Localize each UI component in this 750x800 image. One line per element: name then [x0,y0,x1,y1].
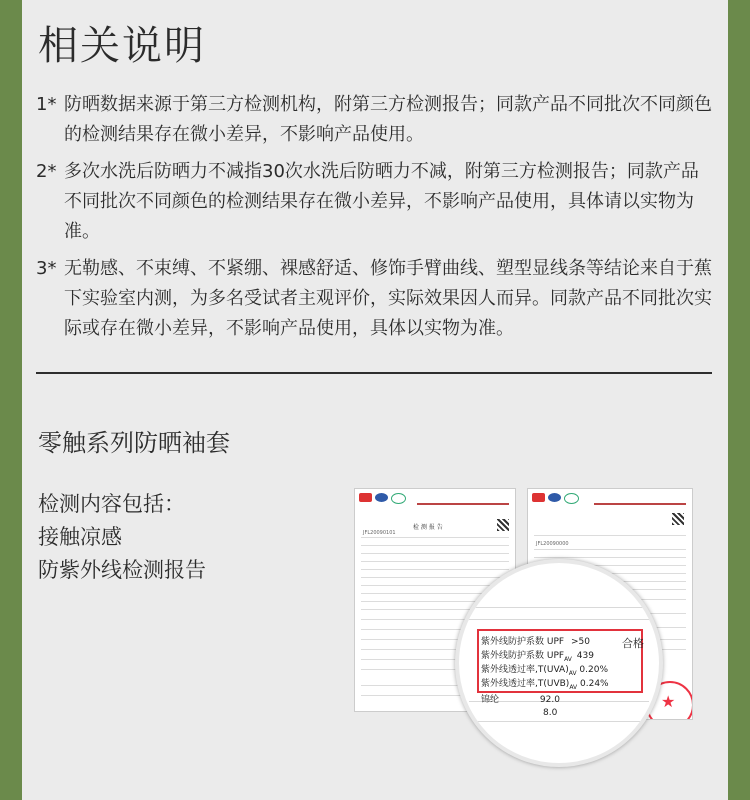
product-series-title: 零触系列防晒袖套 [38,429,230,457]
page-title: 相关说明 [38,23,206,69]
row-value: 0.24% [580,679,609,689]
note-number: 2* [36,161,57,182]
row-label: 紫外线透过率,T(UVB) [481,679,570,689]
star-icon: ★ [661,692,676,711]
row-value: 92.0 [539,695,560,705]
row-subscript: AV [564,655,572,663]
note-item [36,90,716,150]
section-divider [36,372,712,374]
report-serial: JFL20090000 [536,541,569,547]
magnifier-lens [455,559,663,767]
upf-av-row [481,648,594,663]
row-subscript: AV [568,669,577,677]
row-label: 紫外线防护系数 UPF [481,651,565,661]
qr-code-icon [497,519,509,531]
cma-logo-icon [359,493,372,502]
row-value: 439 [576,651,594,661]
row-subscript: AV [569,683,578,691]
fiber-row [481,692,560,705]
certification-logos [359,493,406,504]
note-text: 多次水洗后防晒力不减指30次水洗后防晒力不减，附第三方检测报告；同款产品不同批次不同颜色的检测结果存在微小差异，不影响产品使用，具体请以实物为准。 [64,161,699,242]
row-value: >50 [570,637,590,647]
note-text: 无勒感、不束缚、不紧绷、裸感舒适、修饰手臂曲线、塑型显线条等结论来自于蕉下实验室内测，为多名受试者主观评价，实际效果因人而异。同款产品不同批次实际或存在微小差异，不影响产品使用，具体以实物为准。 [64,258,712,339]
row-value: 0.20% [579,665,609,675]
uva-row [481,662,608,677]
note-item [36,157,716,247]
uvb-row [481,676,609,691]
upf-row [481,634,590,647]
row-label: 锦纶 [481,695,500,705]
report-serial: JFL20090101 [363,530,396,536]
report-title: 检 测 报 告 [413,524,443,531]
cnas-logo-icon [375,493,388,502]
note-number: 3* [36,258,57,279]
certification-logos [532,493,579,504]
note-text: 防晒数据来源于第三方检测机构，附第三方检测报告；同款产品不同批次不同颜色的检测结果存在微小差异，不影响产品使用。 [64,94,712,145]
test-contents-heading: 检测内容包括： [38,492,185,516]
cl-logo-icon [391,493,406,504]
header-bar [594,503,686,505]
cnas-logo-icon [548,493,561,502]
note-number: 1* [36,94,57,115]
cma-logo-icon [532,493,545,502]
test-content-item: 防紫外线检测报告 [38,558,206,582]
qr-code-icon [672,513,684,525]
test-content-item: 接触凉感 [38,525,122,549]
verdict-label: 合格 [622,637,644,650]
fiber-row [481,708,557,718]
header-bar [417,503,509,505]
cl-logo-icon [564,493,579,504]
row-value: 8.0 [543,708,558,718]
row-label: 紫外线防护系数 UPF [481,637,565,647]
test-contents [38,488,206,587]
row-label: 紫外线透过率,T(UVA) [481,665,569,675]
notes-list [36,90,716,351]
note-item [36,254,716,344]
